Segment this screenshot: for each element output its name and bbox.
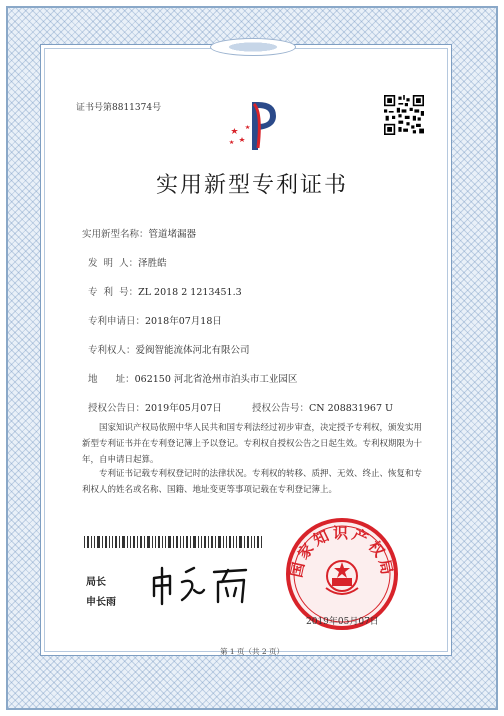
patentee-row [88,342,250,356]
address-label: 地 址： [88,374,135,385]
inventor-row [88,255,167,269]
patentee-label: 专利权人： [88,345,136,356]
seal-date: 2019年05月07日 [306,617,379,627]
grant-statement: 国家知识产权局依照中华人民共和国专利法经过初步审查，决定授予专利权，颁发实用新型专利证书并在专利登记簿上予以登记。专利权自授权公告之日起生效。专利权期限为十年，自申请日起算。 [82,423,423,465]
utility-model-name-row [82,226,196,240]
seal-text: 国家知识产权局 [287,524,397,580]
grant-number-label: 授权公告号： [252,403,310,414]
page-title: 实用新型专利证书 [155,173,348,198]
qr-code-icon [384,95,424,135]
inventor-label: 发 明 人： [88,258,139,269]
filing-date-value: 2018年07月18日 [145,316,222,327]
patentee-value: 爱阀智能流体河北有限公司 [135,345,250,356]
utility-model-name-label: 实用新型名称： [82,229,149,240]
filing-date-row [88,313,222,327]
director-name: 申长雨 [86,597,116,608]
top-ornament [210,38,296,56]
patent-logo-icon [224,94,288,154]
grant-number-row [252,400,393,414]
filing-date-label: 专利申请日： [88,316,146,327]
signature-icon [148,560,258,608]
director-title: 局长 [86,577,106,588]
certificate-number: 证书号第8811374号 [76,103,162,113]
patent-number-row [88,284,242,298]
patent-number-value: ZL 2018 2 1213451.3 [138,287,242,298]
utility-model-name-value: 管道堵漏器 [148,229,197,240]
legal-status-note: 专利证书记载专利权登记时的法律状况。专利权的转移、质押、无效、终止、恢复和专利权人的姓名或名称、国籍、地址变更等事项记载在专利登记簿上。 [82,469,423,495]
grant-number-value: CN 208831967 U [309,403,394,414]
barcode-icon [84,536,262,548]
address-value: 062150 河北省沧州市泊头市工业园区 [134,374,298,385]
page-footer: 第 1 页（共 2 页） [219,647,285,656]
patent-number-label: 专 利 号： [88,287,139,298]
inventor-value: 泽胜皓 [138,258,167,269]
grant-date-value: 2019年05月07日 [145,403,222,414]
grant-date-row [88,400,222,414]
address-row [88,371,297,385]
grant-date-label: 授权公告日： [88,403,146,414]
